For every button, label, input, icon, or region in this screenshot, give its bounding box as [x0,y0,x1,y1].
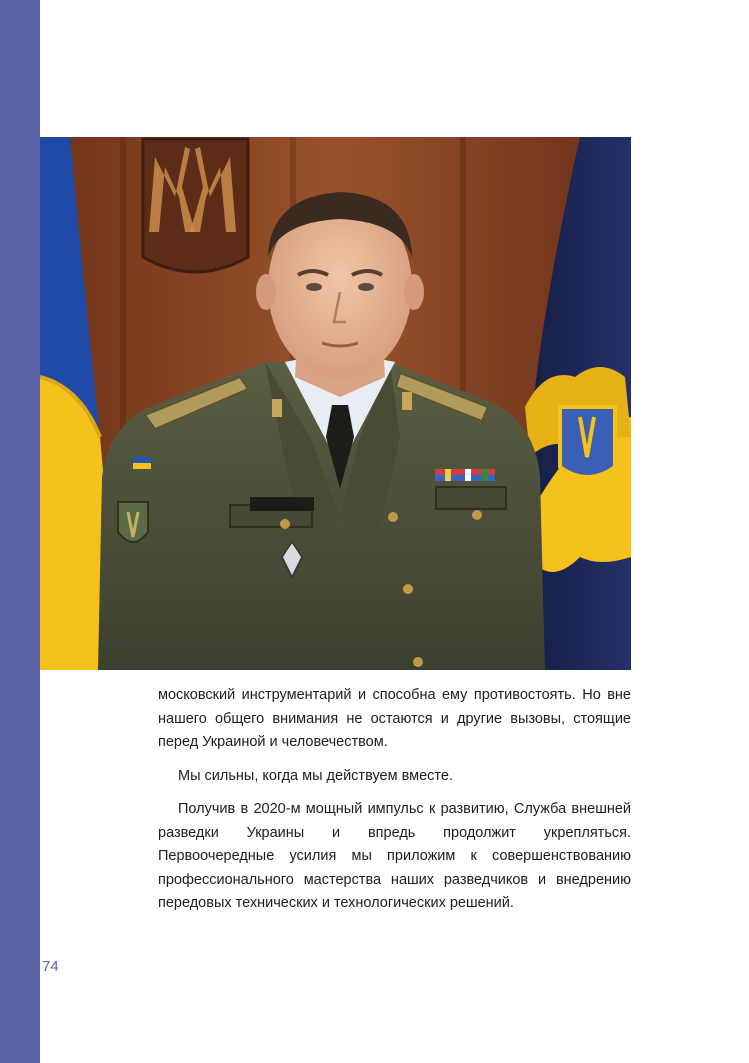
paragraph-3: Получив в 2020-м мощный импульс к развитию, Служба внешней разведки Украины и впредь продолжит укрепляться. Первоочередные усилия мы приложим к совершенствованию профессионального мастерства наших разведчиков и внедрению передовых технических и технологических решений. [158,801,631,911]
medal-ribbons [435,469,495,481]
portrait-photo [40,137,631,670]
wall-emblem [143,139,248,272]
paragraph-1: московский инструментарий и способна ему противостоять. Но вне нашего общего внимания не остаются и другие вызовы, стоящие перед Украиной и человечеством. [158,687,631,750]
name-tag [250,497,314,511]
paragraph-2: Мы сильны, когда мы действуем вместе. [178,767,454,784]
uniform-jacket [98,357,545,670]
body-text [158,684,631,916]
page-sidebar-band [0,0,40,1063]
page-number: 74 [42,958,59,975]
